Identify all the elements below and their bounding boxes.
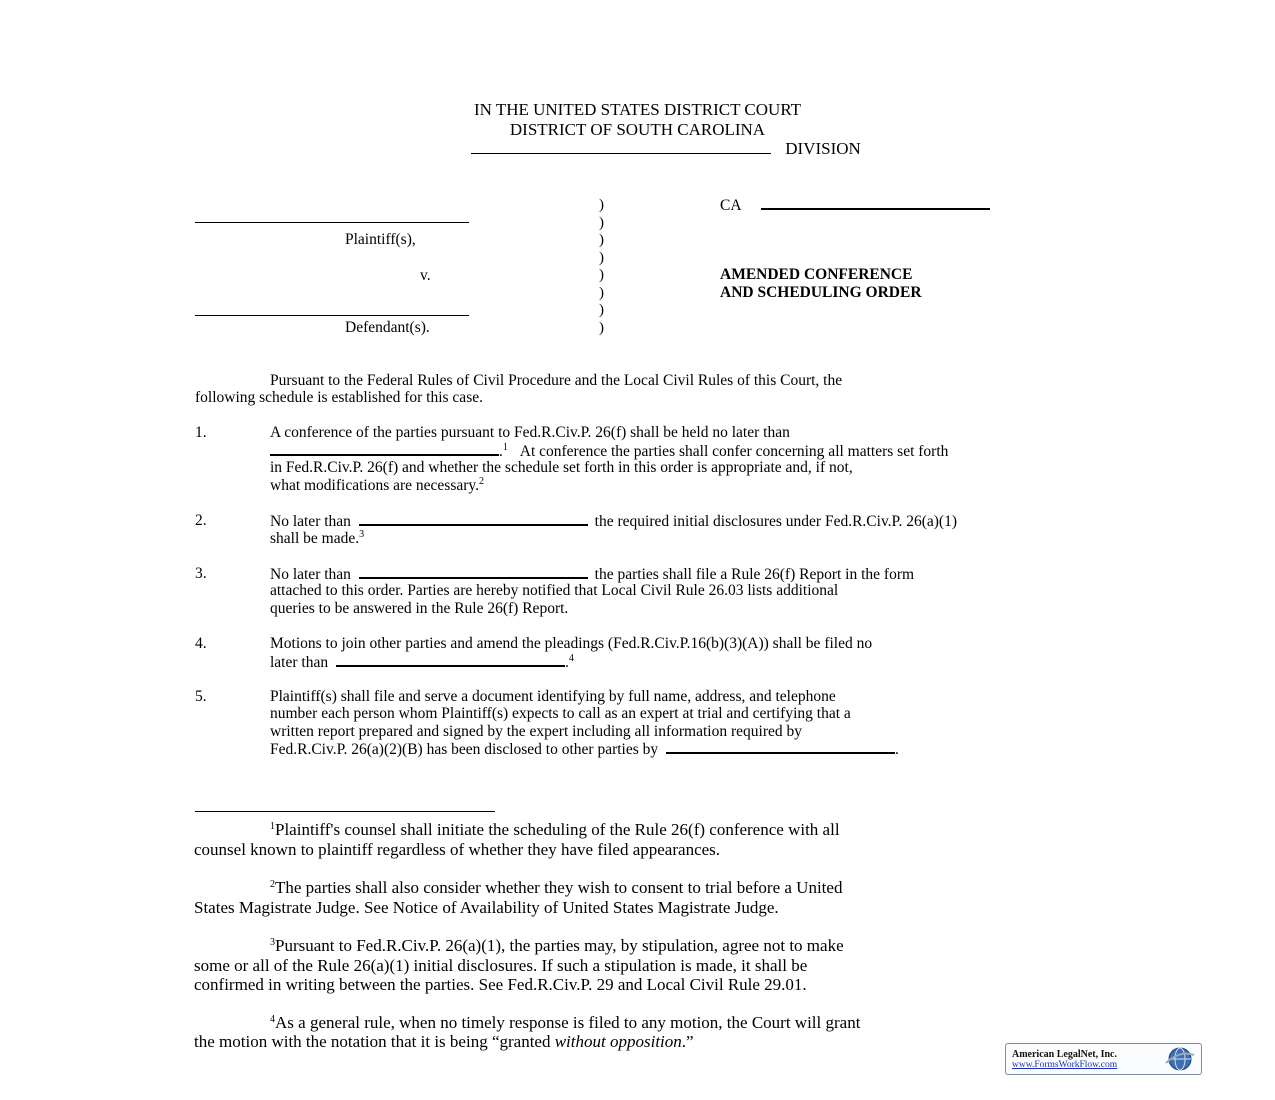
intro-line1: Pursuant to the Federal Rules of Civil Procedure and the Local Civil Rules of this Court, the	[270, 372, 843, 389]
footnote-ref-4[interactable]: 4	[568, 653, 574, 664]
item-3-date-blank[interactable]	[359, 565, 588, 579]
item-1-text: A conference of the parties pursuant to Fed.R.Civ.P. 26(f) shall be held no later than	[270, 424, 790, 441]
plaintiff-blank[interactable]	[195, 222, 469, 223]
item-5-line4: Fed.R.Civ.P. 26(a)(2)(B) has been disclosed to other parties by .	[270, 741, 899, 758]
item-5-line2: number each person whom Plaintiff(s) expects to call as an expert at trial and certifying that a	[270, 705, 851, 722]
item-1-number: 1.	[195, 424, 207, 441]
footnote-2: $^2$The parties shall also consider whether they wish to consent to trial before a United	[270, 878, 843, 897]
item-1-date-blank[interactable]	[270, 442, 499, 456]
intro-line2: following schedule is established for this case.	[195, 389, 483, 406]
footnote-separator	[195, 811, 495, 812]
globe-logo-icon	[1163, 1046, 1197, 1072]
district-name: DISTRICT OF SOUTH CAROLINA	[509, 120, 766, 139]
plaintiff-label: Plaintiff(s),	[345, 231, 416, 248]
case-number	[720, 196, 990, 215]
order-title-line2: AND SCHEDULING ORDER	[720, 284, 922, 301]
order-title-line1: AMENDED CONFERENCE	[720, 266, 913, 283]
item-4-number: 4.	[195, 635, 207, 652]
ca-label: CA	[720, 197, 741, 214]
footnote-ref-2[interactable]: 2	[479, 476, 485, 487]
item-1-line2: .$^1$ At conference the parties shall confer concerning all matters set forth	[270, 442, 948, 461]
item-3-line2: attached to this order. Parties are hereby notified that Local Civil Rule 26.03 lists additional	[270, 582, 839, 599]
item-5-text: Plaintiff(s) shall file and serve a document identifying by full name, address, and telephone	[270, 688, 836, 705]
legalnet-badge[interactable]	[1005, 1043, 1202, 1075]
defendant-blank[interactable]	[195, 315, 469, 316]
item-1-line4: what modifications are necessary.$^2$	[270, 476, 485, 494]
item-3-text: No later than the parties shall file a Rule 26(f) Report in the form	[270, 566, 915, 583]
badge-link[interactable]: www.FormsWorkFlow.com	[1012, 1060, 1118, 1070]
item-5-number: 5.	[195, 688, 207, 705]
footnote-ref-1[interactable]: 1	[502, 442, 508, 453]
footnote-1-line2: counsel known to plaintiff regardless of whether they have filed appearances.	[194, 840, 721, 859]
item-3-number: 3.	[195, 565, 207, 582]
footnote-3-line3: confirmed in writing between the parties. See Fed.R.Civ.P. 29 and Local Civil Rule 29.01.	[194, 975, 807, 994]
footnote-3-line2: some or all of the Rule 26(a)(1) initial disclosures. If such a stipulation is made, it shall be	[194, 956, 808, 975]
court-name: IN THE UNITED STATES DISTRICT COURT	[473, 100, 802, 119]
defendant-label: Defendant(s).	[345, 319, 430, 336]
footnote-4: $^4$As a general rule, when no timely response is filed to any motion, the Court will grant	[270, 1013, 861, 1032]
item-2-text: No later than the required initial disclosures under Fed.R.Civ.P. 26(a)(1)	[270, 513, 957, 530]
item-3-line3: queries to be answered in the Rule 26(f) Report.	[270, 600, 569, 617]
item-4-date-blank[interactable]	[336, 653, 565, 667]
badge-company: American LegalNet, Inc.	[1012, 1049, 1117, 1060]
item-4-line2: later than .$^4$	[270, 653, 574, 671]
item-5-line3: written report prepared and signed by the expert including all information required by	[270, 723, 802, 740]
footnote-1: $^1$Plaintiff's counsel shall initiate the scheduling of the Rule 26(f) conference with all	[270, 820, 840, 839]
division-line	[471, 139, 861, 158]
footnote-4-line2: the motion with the notation that it is being “granted without opposition.”	[194, 1032, 694, 1051]
footnote-ref-3[interactable]: 3	[359, 529, 365, 540]
versus-label: v.	[420, 267, 431, 284]
footnote-2-line2: States Magistrate Judge. See Notice of Availability of United States Magistrate Judge.	[194, 898, 779, 917]
item-2-number: 2.	[195, 512, 207, 529]
footnote-3: $^3$Pursuant to Fed.R.Civ.P. 26(a)(1), the parties may, by stipulation, agree not to make	[270, 936, 844, 955]
item-5-date-blank[interactable]	[666, 740, 895, 754]
item-4-text: Motions to join other parties and amend the pleadings (Fed.R.Civ.P.16(b)(3)(A)) shall be filed no	[270, 635, 873, 652]
division-blank[interactable]	[471, 141, 771, 154]
item-1-line3: in Fed.R.Civ.P. 26(f) and whether the schedule set forth in this order is appropriate and, if not,	[270, 459, 853, 476]
division-label: DIVISION	[785, 139, 861, 158]
caption-parens: ) ) ) ) ) ) ) )	[599, 197, 604, 336]
item-2-date-blank[interactable]	[359, 512, 588, 526]
ca-blank[interactable]	[761, 196, 990, 210]
item-2-line2: shall be made.$^3$	[270, 529, 365, 547]
